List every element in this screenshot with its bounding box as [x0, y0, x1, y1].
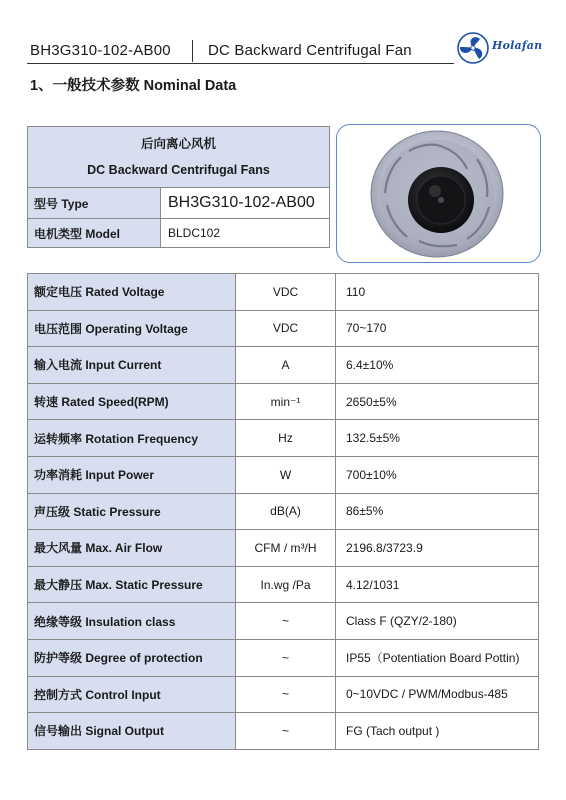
- spec-value: 132.5±5%: [336, 420, 539, 457]
- section-title: 1、一般技术参数 Nominal Data: [30, 78, 237, 94]
- spec-unit: Hz: [236, 420, 336, 457]
- header-title: DC Backward Centrifugal Fan: [208, 42, 412, 59]
- spec-unit: W: [236, 456, 336, 493]
- spec-row: [28, 639, 539, 676]
- product-image-frame: [336, 124, 541, 263]
- spec-value: 86±5%: [336, 493, 539, 530]
- spec-label: 输入电流 Input Current: [28, 347, 236, 384]
- spec-value: FG (Tach output ): [336, 713, 539, 750]
- type-label: 型号 Type: [28, 188, 161, 219]
- spec-row: [28, 274, 539, 311]
- spec-table: [27, 273, 539, 750]
- spec-label: 电压范围 Operating Voltage: [28, 310, 236, 347]
- spec-row: [28, 530, 539, 567]
- model-label: 电机类型 Model: [28, 219, 161, 248]
- spec-label: 防护等级 Degree of protection: [28, 639, 236, 676]
- spec-label: 最大风量 Max. Air Flow: [28, 530, 236, 567]
- spec-unit: VDC: [236, 310, 336, 347]
- brand-logo: [456, 30, 546, 68]
- spec-value: 70~170: [336, 310, 539, 347]
- type-value: BH3G310-102-AB00: [161, 188, 330, 219]
- spec-row: [28, 383, 539, 420]
- spec-row: [28, 310, 539, 347]
- spec-row: [28, 456, 539, 493]
- spec-value: Class F (QZY/2-180): [336, 603, 539, 640]
- fan-product-image: [337, 125, 540, 262]
- table-row: [28, 188, 330, 219]
- spec-value: 2650±5%: [336, 383, 539, 420]
- spec-unit: ~: [236, 603, 336, 640]
- logo-text: Holafan: [492, 39, 543, 52]
- spec-label: 额定电压 Rated Voltage: [28, 274, 236, 311]
- spec-label: 声压级 Static Pressure: [28, 493, 236, 530]
- spec-value: 110: [336, 274, 539, 311]
- spec-label: 绝缘等级 Insulation class: [28, 603, 236, 640]
- spec-row: [28, 347, 539, 384]
- header-model: BH3G310-102-AB00: [30, 42, 171, 59]
- spec-unit: ~: [236, 639, 336, 676]
- heading-cn: 后向离心风机: [140, 137, 216, 151]
- spec-label: 控制方式 Control Input: [28, 676, 236, 713]
- spec-row: [28, 603, 539, 640]
- fan-logo-icon: [456, 30, 492, 66]
- spec-label: 最大静压 Max. Static Pressure: [28, 566, 236, 603]
- spec-label: 功率消耗 Input Power: [28, 456, 236, 493]
- spec-unit: ~: [236, 713, 336, 750]
- model-value: BLDC102: [161, 219, 330, 248]
- spec-unit: min⁻¹: [236, 383, 336, 420]
- spec-unit: dB(A): [236, 493, 336, 530]
- spec-value: 4.12/1031: [336, 566, 539, 603]
- spec-label: 信号输出 Signal Output: [28, 713, 236, 750]
- table-row: [28, 219, 330, 248]
- spec-row: [28, 713, 539, 750]
- spec-row: [28, 566, 539, 603]
- spec-unit: In.wg /Pa: [236, 566, 336, 603]
- spec-unit: CFM / m³/H: [236, 530, 336, 567]
- spec-row: [28, 420, 539, 457]
- heading-en: DC Backward Centrifugal Fans: [87, 163, 270, 177]
- spec-unit: A: [236, 347, 336, 384]
- table-heading: [28, 127, 330, 188]
- identification-table: [27, 126, 330, 248]
- spec-value: 2196.8/3723.9: [336, 530, 539, 567]
- spec-label: 转速 Rated Speed(RPM): [28, 383, 236, 420]
- spec-value: 6.4±10%: [336, 347, 539, 384]
- spec-unit: ~: [236, 676, 336, 713]
- spec-value: IP55（Potentiation Board Pottin): [336, 639, 539, 676]
- spec-row: [28, 676, 539, 713]
- spec-row: [28, 493, 539, 530]
- spec-value: 0~10VDC / PWM/Modbus-485: [336, 676, 539, 713]
- header-rule: [27, 63, 454, 64]
- spec-value: 700±10%: [336, 456, 539, 493]
- spec-label: 运转频率 Rotation Frequency: [28, 420, 236, 457]
- header-separator: [192, 40, 193, 62]
- spec-unit: VDC: [236, 274, 336, 311]
